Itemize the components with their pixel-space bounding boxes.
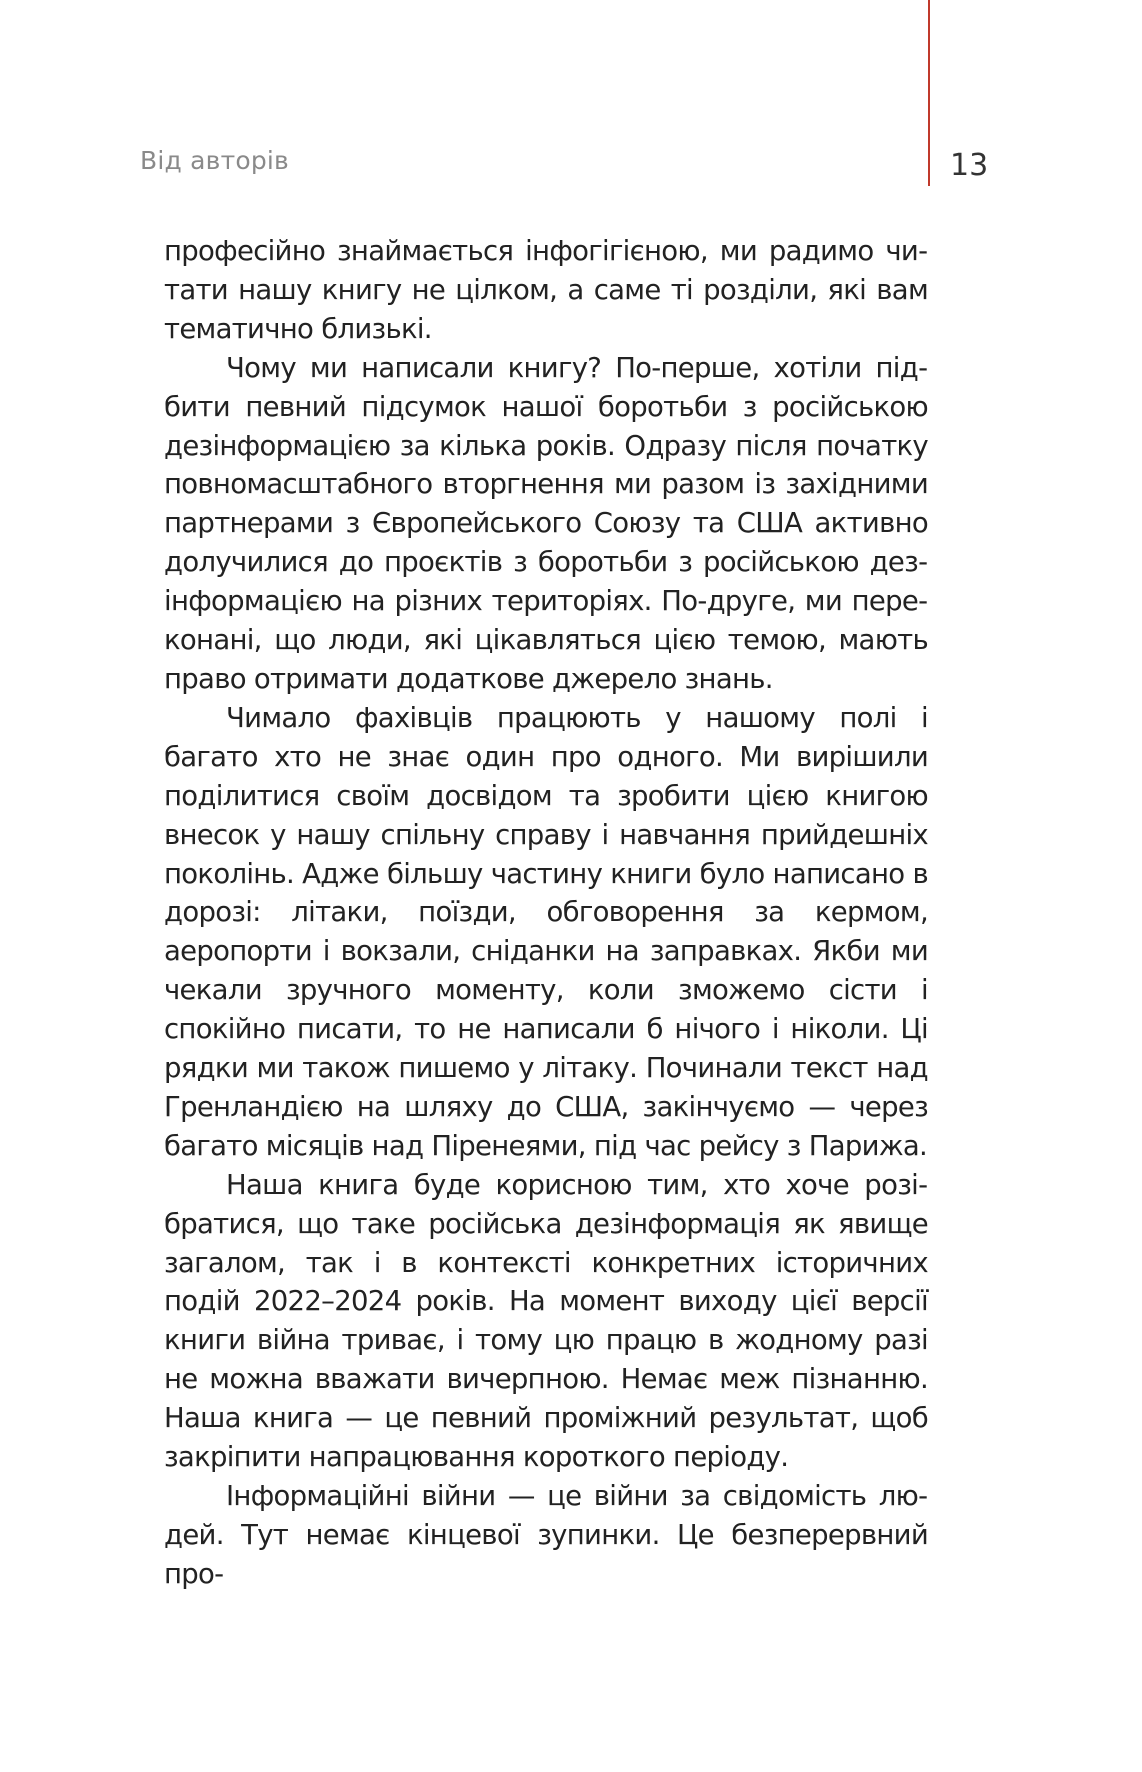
paragraph: Чимало фахівців працюють у нашому полі і багато хто не знає один про одного. Ми вирішили поділитися своїм досвідом та зробити цією книгою внесок у нашу спільну справу і навчання прийдешніх поколінь. Адже більшу частину книги було написано в дорозі: літаки, поїзди, обговорення за кермом, аеропорти і вокзали, сніданки на заправках. Якби ми чекали зручного моменту, коли зможемо сісти і спокійно писати, то не написали б нічого і ніколи. Ці рядки ми також пишемо у літаку. Починали текст над Гренландією на шляху до США, закінчуємо — через багато місяців над Піренеями, під час рейсу з Парижа. xyxy=(164,701,928,1162)
running-title: Від авторів xyxy=(140,146,289,175)
paragraph: Чому ми написали книгу? По-перше, хотіли підбити певний підсумок нашої боротьби з російською дезінформацією за кілька років. Одразу після початку повномасштабного вторгнення ми разом із західними партнерами з Європейського Союзу та США активно долучилися до проєктів з боротьби з російською дезінформацією на різних територіях. По-друге, ми переконані, що люди, які цікавляться цією темою, мають право отримати додаткове джерело знань. xyxy=(164,351,928,695)
paragraph: Інформаційні війни — це війни за свідомість людей. Тут немає кінцевої зупинки. Це безперервний про- xyxy=(164,1480,928,1590)
body-text xyxy=(164,232,928,1594)
paragraph: професійно знаймається інфогігієною, ми радимо читати нашу книгу не цілком, а саме ті розділи, які вам тематично близькі. xyxy=(164,235,928,345)
paragraph: Наша книга буде корисною тим, хто хоче розібратися, що таке російська дезінформація як явище загалом, так і в контексті конкретних історичних подій 2022–2024 років. На момент виходу цієї версії книги війна триває, і тому цю працю в жодному разі не можна вважати вичерпною. Немає меж пізнанню. Наша книга — це певний проміжний результат, щоб закріпити напрацювання короткого періоду. xyxy=(164,1168,928,1474)
header-accent-rule xyxy=(928,0,930,186)
page-number: 13 xyxy=(950,148,989,183)
